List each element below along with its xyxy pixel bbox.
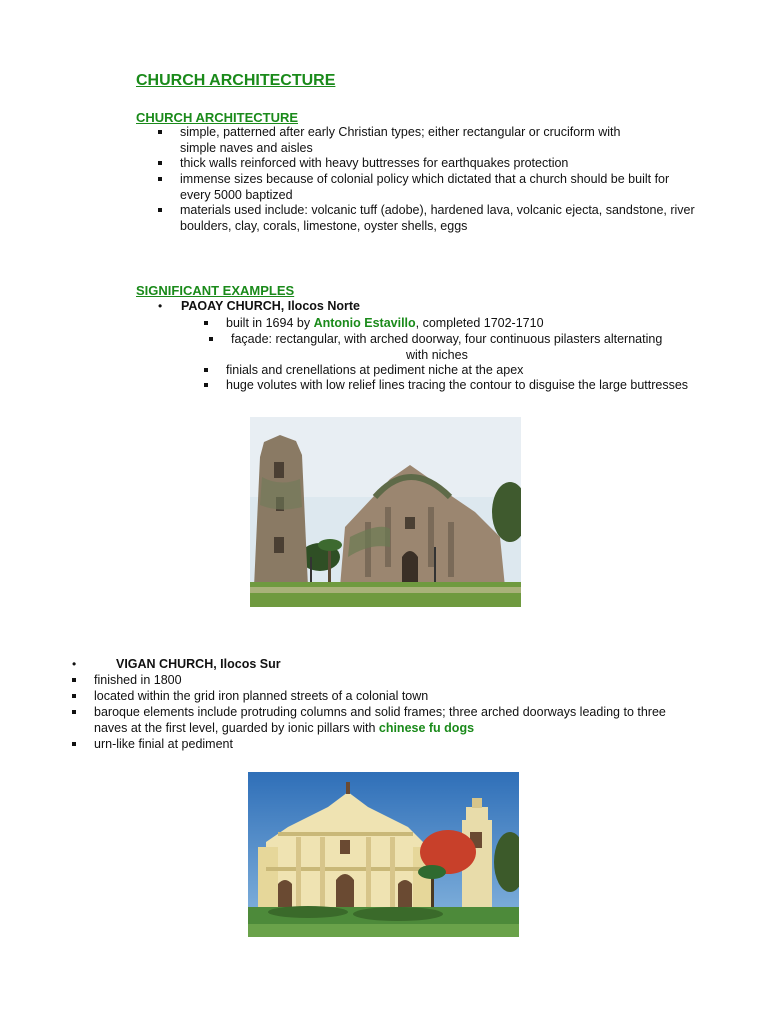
list-item-continuation: boulders, clay, corals, limestone, oyster shells, eggs xyxy=(180,219,468,233)
page-title: CHURCH ARCHITECTURE xyxy=(136,72,336,89)
paoay-volutes-line: huge volutes with low relief lines tracing the contour to disguise the large buttresses xyxy=(226,378,689,392)
paoay-church-illustration xyxy=(250,417,521,607)
list-item: simple, patterned after early Christian types; either rectangular or cruciform with xyxy=(180,125,621,139)
paoay-church-photo xyxy=(250,417,521,607)
vigan-church-illustration xyxy=(248,772,519,937)
vigan-heading: VIGAN CHURCH, Ilocos Sur xyxy=(116,657,281,671)
list-item: thick walls reinforced with heavy buttresses for earthquakes protection xyxy=(180,156,569,170)
vigan-church-photo xyxy=(248,772,519,937)
list-item: immense sizes because of colonial policy which dictated that a church should be built for xyxy=(180,172,670,186)
paoay-facade-continuation: with niches xyxy=(406,348,468,362)
vigan-baroque-continuation: naves at the first level, guarded by ionic pillars with chinese fu dogs xyxy=(94,721,475,735)
list-item-continuation: every 5000 baptized xyxy=(180,188,293,202)
fu-dogs-highlight: chinese fu dogs xyxy=(378,721,475,735)
paoay-built-line: built in 1694 by Antonio Estavillo, completed 1702-1710 xyxy=(226,316,544,330)
architect-name: Antonio Estavillo xyxy=(313,316,416,330)
vigan-urn-line: urn-like finial at pediment xyxy=(94,737,233,751)
list-item-continuation: simple naves and aisles xyxy=(180,141,313,155)
vigan-located-line: located within the grid iron planned streets of a colonial town xyxy=(94,689,429,703)
paoay-finials-line: finials and crenellations at pediment niche at the apex xyxy=(226,363,524,377)
vigan-finished-line: finished in 1800 xyxy=(94,673,182,687)
list-item: materials used include: volcanic tuff (adobe), hardened lava, volcanic ejecta, sandstone, river xyxy=(180,203,695,217)
paoay-facade-line: façade: rectangular, with arched doorway, four continuous pilasters alternating xyxy=(231,332,663,346)
section-heading-examples: SIGNIFICANT EXAMPLES xyxy=(136,283,295,298)
section-heading-architecture: CHURCH ARCHITECTURE xyxy=(136,110,299,125)
bullet-dot: • xyxy=(72,657,77,671)
vigan-baroque-line: baroque elements include protruding columns and solid frames; three arched doorways leading to three xyxy=(94,705,666,719)
bullet-dot: • xyxy=(158,299,163,313)
paoay-heading: PAOAY CHURCH, Ilocos Norte xyxy=(181,299,360,313)
